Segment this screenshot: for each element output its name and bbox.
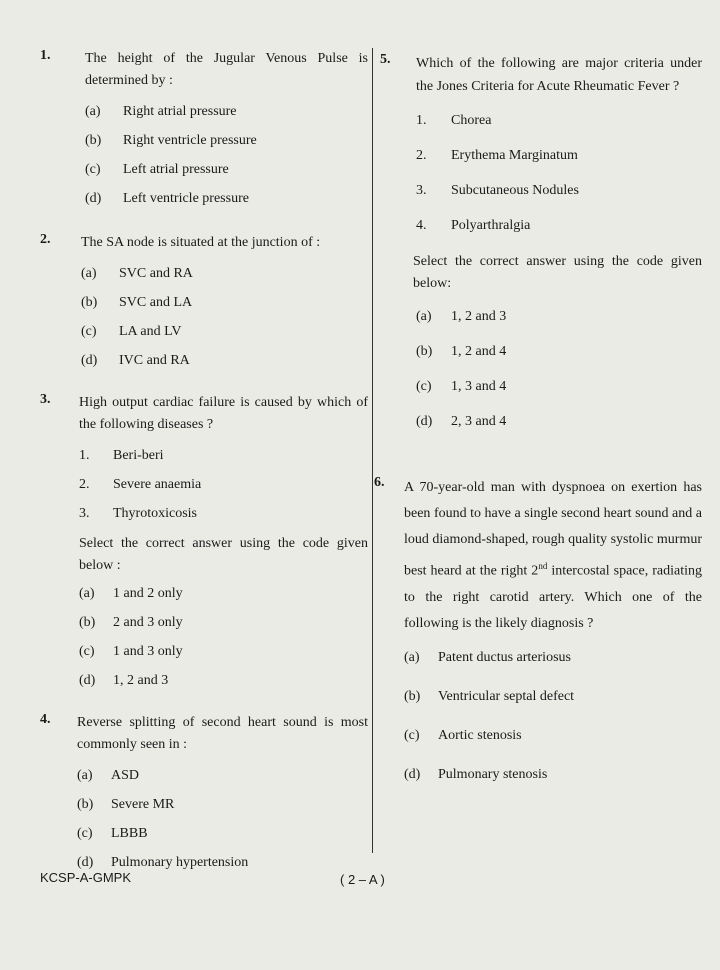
question-6 [374,475,702,784]
question-3 [40,392,368,690]
statement-1 [79,447,368,465]
option-text: SVC and RA [119,266,193,281]
option-text: Severe MR [111,797,175,812]
option-c [404,727,702,745]
question-number: 6. [374,475,385,490]
statement-2 [416,147,702,165]
option-text: 1, 2 and 3 [451,309,507,324]
question-text: Reverse splitting of second heart sound is most commonly seen in : [77,715,368,752]
statement-4 [416,217,702,235]
option-text: Right ventricle pressure [123,133,257,148]
question-number: 4. [40,712,51,727]
option-c [79,643,368,661]
statement-text: Beri-beri [113,448,164,463]
question-text [404,475,702,637]
option-text: Aortic stenosis [438,727,522,743]
option-key: (d) [79,673,96,688]
option-key: (c) [404,727,420,743]
ordinal-suffix: nd [538,561,548,571]
statement-key: 4. [416,218,427,233]
option-d [81,352,368,370]
option-a [79,585,368,603]
right-column [374,42,702,784]
option-d [404,766,702,784]
statement-2 [79,476,368,494]
question-text-part: intercostal space, radiating to the right carotid artery. Which one of the following is the likely diagnosis ? [404,563,702,631]
option-d [79,672,368,690]
question-text: The SA node is situated at the junction of : [81,235,321,250]
option-a [404,649,702,667]
option-c [85,161,368,179]
option-text: 1, 2 and 4 [451,344,507,359]
statement-key: 2. [79,477,90,492]
statement-3 [79,505,368,523]
option-key: (d) [404,766,421,782]
option-key: (b) [77,797,94,812]
page-number: ( 2 – A ) [340,872,385,887]
option-text: 2 and 3 only [113,615,183,630]
option-key: (c) [85,162,101,177]
question-number: 1. [40,48,51,63]
option-b [416,343,702,361]
question-text: The height of the Jugular Venous Pulse is determined by : [85,51,368,88]
option-text: 1, 2 and 3 [113,673,169,688]
column-divider [372,48,373,853]
option-text: IVC and RA [119,353,190,368]
option-key: (d) [77,855,94,870]
statement-text: Polyarthralgia [451,218,531,233]
option-text: Pulmonary hypertension [111,855,249,870]
question-text-part: A 70-year-old man with dyspnoea on exertion has been found to have a single second heart sound and a loud diamond-shaped, rough quality systolic murmur best heard at the right 2 [404,480,702,579]
option-text: 1, 3 and 4 [451,379,507,394]
option-key: (c) [77,826,93,841]
option-c [416,378,702,396]
option-text: 1 and 3 only [113,644,183,659]
booklet-code: KCSP-A-GMPK [40,870,132,885]
statement-key: 1. [79,448,90,463]
statement-key: 2. [416,148,427,163]
option-a [81,265,368,283]
instruction-text: Select the correct answer using the code given below : [79,536,368,573]
question-4 [40,712,368,872]
option-text: Pulmonary stenosis [438,766,548,782]
option-key: (c) [81,324,97,339]
option-a [85,103,368,121]
option-key: (b) [85,133,102,148]
question-number: 5. [380,52,391,67]
option-key: (a) [77,768,93,783]
question-number: 3. [40,392,51,407]
option-b [404,688,702,706]
option-text: 1 and 2 only [113,586,183,601]
option-a [416,308,702,326]
statement-key: 3. [79,506,90,521]
option-b [77,796,368,814]
question-number: 2. [40,232,51,247]
statement-1 [416,112,702,130]
option-key: (d) [85,191,102,206]
option-d [85,190,368,208]
option-a [77,767,368,785]
statement-3 [416,182,702,200]
option-key: (d) [81,353,98,368]
option-c [81,323,368,341]
option-key: (b) [79,615,96,630]
option-key: (b) [81,295,98,310]
option-key: (b) [404,688,421,704]
option-b [79,614,368,632]
statement-text: Subcutaneous Nodules [451,183,579,198]
option-d [416,413,702,431]
statement-text: Severe anaemia [113,477,202,492]
option-key: (a) [404,649,420,665]
question-text: Which of the following are major criteria under the Jones Criteria for Acute Rheumatic Fever ? [416,56,702,94]
option-text: Left ventricle pressure [123,191,249,206]
question-5 [380,52,702,431]
option-text: 2, 3 and 4 [451,414,507,429]
statement-key: 3. [416,183,427,198]
option-text: LA and LV [119,324,182,339]
option-key: (a) [81,266,97,281]
left-column [40,42,368,872]
question-2 [40,232,368,370]
option-key: (a) [416,309,432,324]
option-key: (d) [416,414,433,429]
option-text: Right atrial pressure [123,104,237,119]
option-text: ASD [111,768,140,783]
option-key: (a) [85,104,101,119]
option-key: (c) [416,379,432,394]
option-text: Ventricular septal defect [438,688,575,704]
instruction-text: Select the correct answer using the code given below: [413,254,702,291]
option-key: (c) [79,644,95,659]
option-text: LBBB [111,826,148,841]
statement-text: Thyrotoxicosis [113,506,197,521]
option-key: (b) [416,344,433,359]
question-1 [40,48,368,208]
option-b [81,294,368,312]
question-text: High output cardiac failure is caused by which of the following diseases ? [79,395,368,432]
option-text: Patent ductus arteriosus [438,649,571,665]
statement-text: Erythema Marginatum [451,148,578,163]
option-key: (a) [79,586,95,601]
option-b [85,132,368,150]
option-text: SVC and LA [119,295,193,310]
option-text: Left atrial pressure [123,162,229,177]
statement-text: Chorea [451,113,492,128]
statement-key: 1. [416,113,427,128]
option-c [77,825,368,843]
